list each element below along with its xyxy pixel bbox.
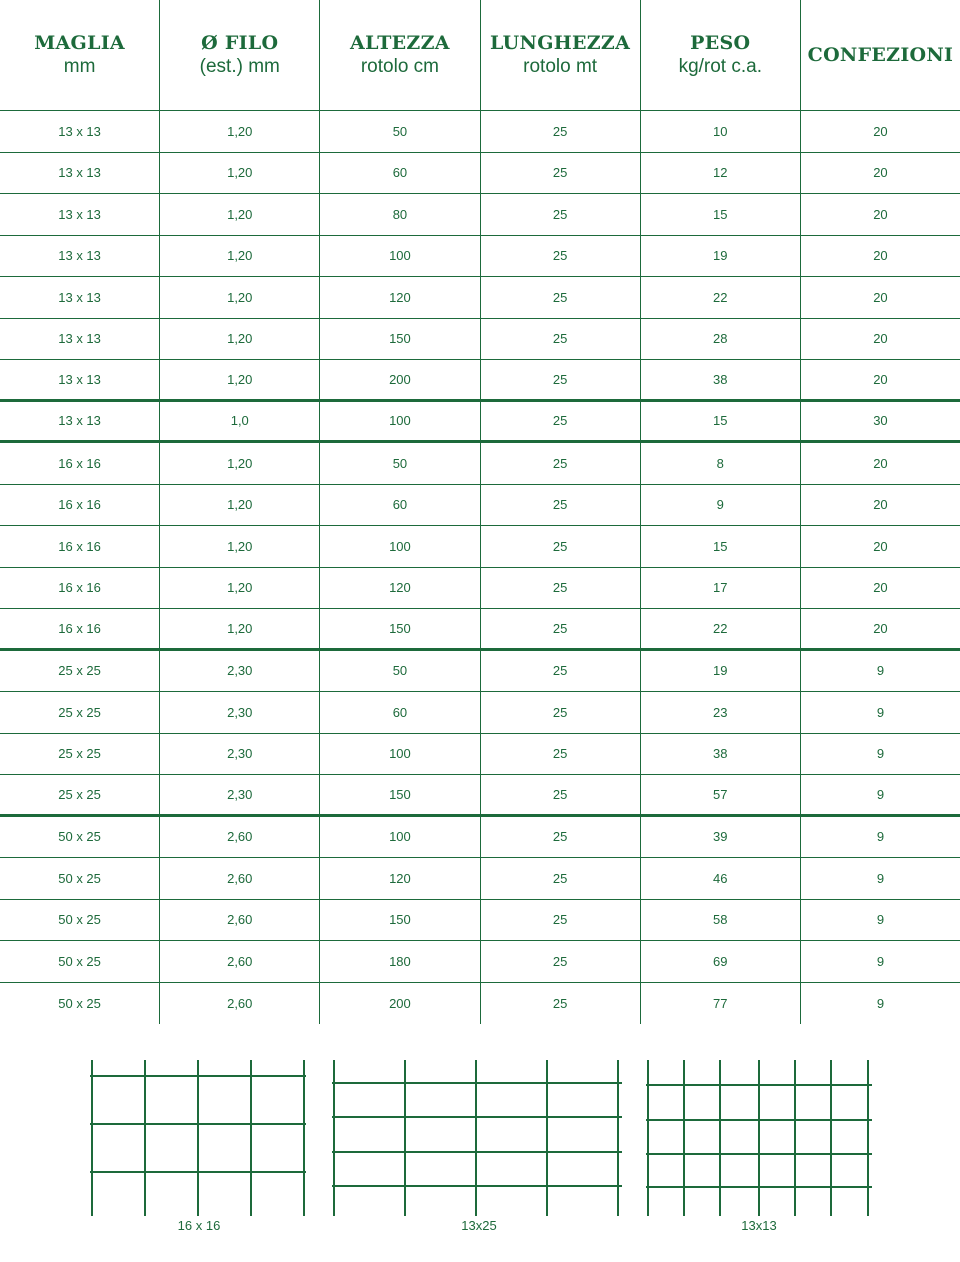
table-cell: 25 [480, 526, 640, 567]
mesh-diagrams [0, 1060, 960, 1260]
table-cell: 17 [640, 568, 800, 609]
table-cell: 25 x 25 [58, 663, 101, 679]
table-cell: 38 [640, 734, 800, 775]
table-cell: 25 [480, 277, 640, 318]
table-cell: 25 [480, 900, 640, 941]
header-maglia [0, 0, 159, 110]
table-cell: 16 x 16 [58, 497, 101, 513]
table-row [0, 485, 960, 527]
table-cell: 20 [800, 485, 960, 526]
table-cell: 25 [480, 111, 640, 152]
table-cell: 9 [800, 858, 960, 899]
table-cell: 25 [480, 817, 640, 858]
header-title: CONFEZIONI [807, 44, 954, 66]
table-row [0, 775, 960, 817]
header-lunghezza [480, 0, 640, 110]
diagram-label: 16 x 16 [177, 1218, 221, 1233]
table-cell: 13 x 13 [58, 123, 101, 139]
table-cell: 22 [640, 609, 800, 648]
table-cell: 25 [480, 858, 640, 899]
table-row [0, 443, 960, 485]
table-row [0, 194, 960, 236]
mesh-13x25-diagram [332, 1060, 622, 1220]
table-cell: 25 x 25 [58, 704, 101, 720]
table-cell: 1,20 [159, 236, 319, 277]
table-cell: 1,20 [159, 609, 319, 648]
table-cell: 57 [640, 775, 800, 814]
table-cell: 9 [800, 692, 960, 733]
table-cell: 13 x 13 [58, 248, 101, 264]
header-title: LUNGHEZZA [490, 32, 631, 54]
table-row [0, 402, 960, 444]
table-cell: 150 [319, 319, 479, 360]
table-cell: 9 [800, 983, 960, 1025]
table-body [0, 111, 960, 1024]
table-cell: 25 [480, 609, 640, 648]
table-cell: 25 [480, 568, 640, 609]
table-cell: 25 x 25 [58, 786, 101, 802]
table-cell: 2,30 [159, 775, 319, 814]
table-cell: 15 [640, 402, 800, 441]
header-subtitle: (est.) mm [199, 56, 280, 77]
table-cell: 19 [640, 651, 800, 692]
table-cell: 25 [480, 153, 640, 194]
table-cell: 1,20 [159, 526, 319, 567]
table-cell: 25 x 25 [58, 746, 101, 762]
table-cell: 150 [319, 609, 479, 648]
table-cell: 25 [480, 360, 640, 399]
table-row [0, 900, 960, 942]
table-cell: 16 x 16 [58, 538, 101, 554]
table-cell: 150 [319, 900, 479, 941]
table-cell: 20 [800, 568, 960, 609]
table-row [0, 360, 960, 402]
table-cell: 1,20 [159, 153, 319, 194]
diagram-label: 13x13 [741, 1218, 777, 1233]
table-cell: 9 [800, 817, 960, 858]
table-header [0, 0, 960, 111]
diagram-label: 13x25 [461, 1218, 497, 1233]
table-cell: 12 [640, 153, 800, 194]
table-cell: 25 [480, 692, 640, 733]
table-cell: 22 [640, 277, 800, 318]
table-cell: 1,0 [159, 402, 319, 441]
table-cell: 15 [640, 194, 800, 235]
table-cell: 100 [319, 236, 479, 277]
table-cell: 9 [800, 941, 960, 982]
table-cell: 100 [319, 817, 479, 858]
table-cell: 20 [800, 111, 960, 152]
table-cell: 50 x 25 [58, 995, 101, 1011]
table-row [0, 941, 960, 983]
table-cell: 25 [480, 941, 640, 982]
table-cell: 25 [480, 775, 640, 814]
table-cell: 50 x 25 [58, 912, 101, 928]
table-cell: 180 [319, 941, 479, 982]
table-cell: 13 x 13 [58, 413, 101, 429]
table-cell: 2,30 [159, 734, 319, 775]
table-cell: 50 [319, 651, 479, 692]
header-subtitle: mm [63, 56, 96, 77]
table-cell: 16 x 16 [58, 620, 101, 636]
table-row [0, 692, 960, 734]
table-row [0, 817, 960, 859]
header-subtitle: kg/rot c.a. [678, 56, 762, 77]
table-cell: 1,20 [159, 568, 319, 609]
table-cell: 60 [319, 485, 479, 526]
table-cell: 200 [319, 983, 479, 1025]
table-cell: 30 [800, 402, 960, 441]
header-title: Ø FILO [201, 32, 279, 54]
table-cell: 1,20 [159, 485, 319, 526]
header-title: ALTEZZA [350, 32, 450, 54]
table-cell: 50 x 25 [58, 953, 101, 969]
table-cell: 20 [800, 319, 960, 360]
table-cell: 1,20 [159, 111, 319, 152]
table-cell: 100 [319, 526, 479, 567]
table-cell: 8 [640, 443, 800, 484]
table-cell: 25 [480, 734, 640, 775]
table-row [0, 526, 960, 568]
table-cell: 25 [480, 194, 640, 235]
table-cell: 1,20 [159, 277, 319, 318]
header-confezioni [800, 0, 960, 110]
table-row [0, 858, 960, 900]
table-row [0, 111, 960, 153]
mesh-16x16-diagram [90, 1060, 306, 1220]
table-cell: 16 x 16 [58, 580, 101, 596]
table-cell: 20 [800, 443, 960, 484]
table-row [0, 153, 960, 195]
table-cell: 25 [480, 402, 640, 441]
table-cell: 80 [319, 194, 479, 235]
table-cell: 20 [800, 194, 960, 235]
table-cell: 28 [640, 319, 800, 360]
table-cell: 13 x 13 [58, 206, 101, 222]
table-cell: 60 [319, 153, 479, 194]
table-cell: 39 [640, 817, 800, 858]
table-cell: 20 [800, 277, 960, 318]
table-cell: 50 [319, 111, 479, 152]
table-cell: 9 [800, 900, 960, 941]
header-altezza [319, 0, 479, 110]
table-cell: 9 [640, 485, 800, 526]
table-cell: 46 [640, 858, 800, 899]
table-cell: 20 [800, 236, 960, 277]
table-cell: 13 x 13 [58, 289, 101, 305]
table-cell: 10 [640, 111, 800, 152]
table-cell: 25 [480, 485, 640, 526]
table-row [0, 651, 960, 693]
table-cell: 1,20 [159, 443, 319, 484]
table-cell: 120 [319, 568, 479, 609]
table-cell: 100 [319, 402, 479, 441]
table-cell: 100 [319, 734, 479, 775]
table-cell: 120 [319, 858, 479, 899]
table-cell: 9 [800, 651, 960, 692]
table-cell: 2,60 [159, 900, 319, 941]
header-title: MAGLIA [34, 32, 125, 54]
table-row [0, 609, 960, 651]
table-cell: 1,20 [159, 319, 319, 360]
table-cell: 2,30 [159, 651, 319, 692]
table-cell: 77 [640, 983, 800, 1025]
table-row [0, 236, 960, 278]
table-cell: 2,60 [159, 817, 319, 858]
table-cell: 58 [640, 900, 800, 941]
table-cell: 120 [319, 277, 479, 318]
header-peso [640, 0, 800, 110]
header-filo [159, 0, 319, 110]
table-row [0, 734, 960, 776]
table-cell: 16 x 16 [58, 455, 101, 471]
table-cell: 1,20 [159, 360, 319, 399]
table-cell: 25 [480, 236, 640, 277]
table-row [0, 568, 960, 610]
table-row [0, 983, 960, 1025]
table-cell: 13 x 13 [58, 165, 101, 181]
table-cell: 9 [800, 734, 960, 775]
table-cell: 200 [319, 360, 479, 399]
table-cell: 2,30 [159, 692, 319, 733]
table-cell: 25 [480, 983, 640, 1025]
table-cell: 23 [640, 692, 800, 733]
table-cell: 50 x 25 [58, 829, 101, 845]
table-cell: 1,20 [159, 194, 319, 235]
table-cell: 19 [640, 236, 800, 277]
table-cell: 20 [800, 609, 960, 648]
mesh-13x13-diagram [646, 1060, 872, 1220]
table-cell: 38 [640, 360, 800, 399]
table-cell: 69 [640, 941, 800, 982]
table-cell: 9 [800, 775, 960, 814]
table-cell: 20 [800, 526, 960, 567]
table-cell: 13 x 13 [58, 331, 101, 347]
table-cell: 25 [480, 443, 640, 484]
table-cell: 150 [319, 775, 479, 814]
table-row [0, 319, 960, 361]
table-cell: 50 [319, 443, 479, 484]
table-cell: 15 [640, 526, 800, 567]
table-cell: 20 [800, 153, 960, 194]
header-subtitle: rotolo cm [360, 56, 439, 77]
table-cell: 2,60 [159, 858, 319, 899]
table-cell: 25 [480, 319, 640, 360]
table-row [0, 277, 960, 319]
table-cell: 13 x 13 [58, 371, 101, 387]
table-cell: 50 x 25 [58, 870, 101, 886]
table-cell: 2,60 [159, 941, 319, 982]
header-subtitle: rotolo mt [523, 56, 598, 77]
table-cell: 25 [480, 651, 640, 692]
table-cell: 20 [800, 360, 960, 399]
table-cell: 60 [319, 692, 479, 733]
header-title: PESO [690, 32, 751, 54]
table-cell: 2,60 [159, 983, 319, 1025]
